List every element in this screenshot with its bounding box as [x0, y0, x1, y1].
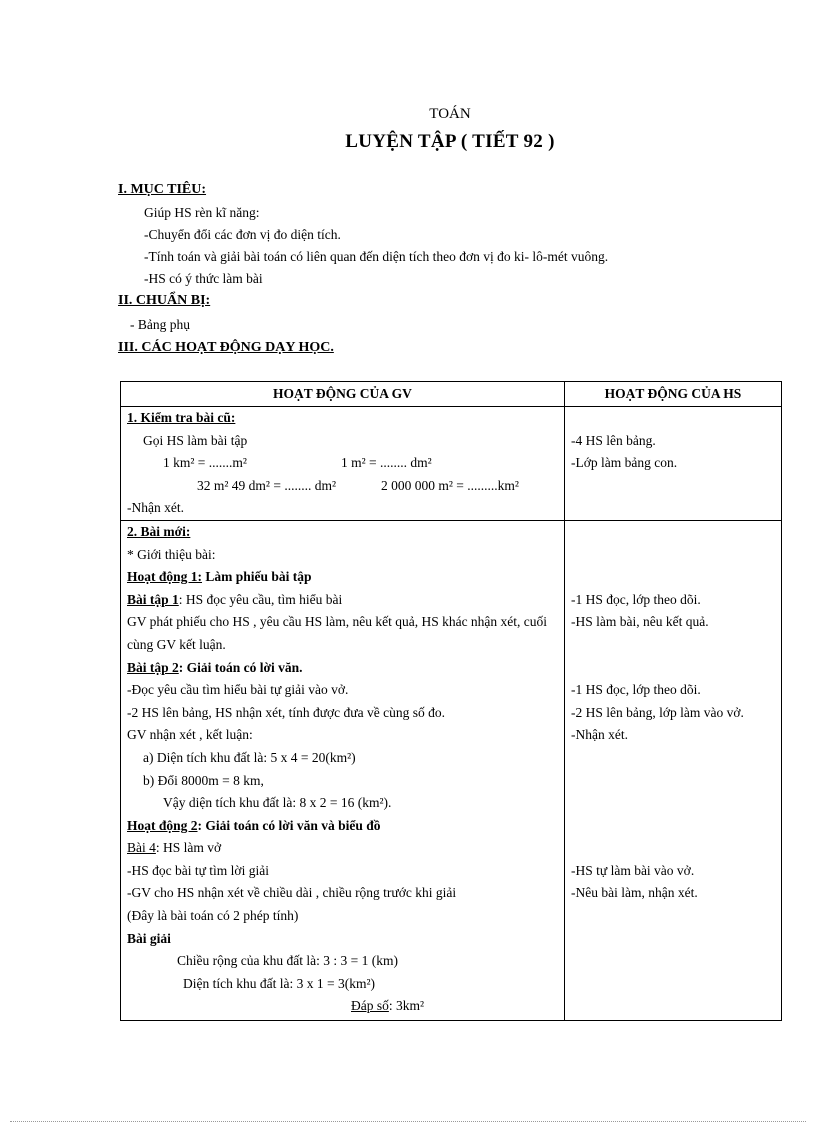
- preparation-heading: II. CHUẨN BỊ:: [118, 293, 211, 308]
- page-bottom-divider: [10, 1121, 806, 1122]
- answer-label: Đáp số: [351, 998, 389, 1014]
- preparation-line: - Bảng phụ: [130, 317, 190, 332]
- exercise1-desc: GV phát phiếu cho HS , yêu cầu HS làm, nêu kết quả, HS khác nhận xét, cuối cùng GV kết luận.: [127, 614, 548, 652]
- student-line: -1 HS đọc, lớp theo dõi.: [571, 682, 701, 698]
- review-line: -Nhận xét.: [127, 500, 184, 516]
- exercise-item: 32 m² 49 dm² = ........ dm²: [197, 477, 337, 493]
- answer-text: : 3km²: [388, 998, 425, 1014]
- activity2-label: Hoạt động 2: [127, 817, 198, 833]
- solution-title: Bài giải: [127, 930, 171, 946]
- exercise4-line: (Đây là bài toán có 2 phép tính): [127, 908, 299, 924]
- review-exercise-row: [127, 475, 558, 498]
- activity2-text: : Giải toán có lời văn và biểu đồ: [197, 817, 381, 833]
- exercise2-line: -Đọc yêu cầu tìm hiểu bài tự giải vào vở.: [127, 682, 349, 698]
- student-cell-review: [565, 407, 782, 521]
- subject-label: TOÁN: [429, 106, 471, 122]
- student-line: -4 HS lên bảng.: [571, 432, 656, 448]
- exercise2-label: Bài tập 2: [127, 659, 179, 675]
- exercise2-answer-b: b) Đổi 8000m = 8 km,: [143, 772, 264, 788]
- exercise4-line: -GV cho HS nhận xét về chiều dài , chiều rộng trước khi giải: [127, 885, 457, 901]
- objective-line: -Tính toán và giải bài toán có liên quan đến diện tích theo đơn vị đo ki- lô-mét vuông.: [144, 249, 609, 264]
- table-header-row: [121, 382, 782, 407]
- review-line: Gọi HS làm bài tập: [143, 432, 248, 448]
- student-cell-lesson: [565, 520, 782, 1020]
- student-line: -Nhận xét.: [571, 727, 628, 743]
- exercise1-label: Bài tập 1: [127, 591, 179, 607]
- activity2-line: [127, 815, 558, 838]
- exercise2-line: -2 HS lên bảng, HS nhận xét, tính được đưa về cùng số đo.: [127, 704, 445, 720]
- review-title: 1. Kiểm tra bài cũ:: [127, 410, 236, 425]
- objective-line: -Chuyển đổi các đơn vị đo diện tích.: [144, 227, 341, 242]
- exercise4-text: : HS làm vở: [155, 840, 222, 856]
- activity1-line: [127, 566, 558, 589]
- exercise1-line: [127, 589, 558, 612]
- solution-line: Chiều rộng của khu đất là: 3 : 3 = 1 (km): [177, 953, 398, 969]
- activities-table: [120, 381, 782, 1021]
- lesson-title: LUYỆN TẬP ( TIẾT 92 ): [345, 131, 555, 152]
- student-line: -Lớp làm bảng con.: [571, 455, 678, 471]
- header-teacher: HOẠT ĐỘNG CỦA GV: [121, 382, 565, 407]
- activity1-label: Hoạt động 1:: [127, 569, 203, 585]
- header-student: HOẠT ĐỘNG CỦA HS: [565, 382, 782, 407]
- exercise-item: 2 000 000 m² = .........km²: [381, 477, 519, 493]
- student-line: -HS làm bài, nêu kết quả.: [571, 614, 709, 630]
- review-exercise-row: [127, 452, 558, 475]
- exercise2-answer-c: Vậy diện tích khu đất là: 8 x 2 = 16 (km²).: [163, 795, 392, 811]
- teacher-cell-review: [121, 407, 565, 521]
- exercise4-label: Bài 4: [127, 840, 156, 856]
- exercise-item: 1 m² = ........ dm²: [341, 455, 432, 471]
- student-line: -2 HS lên bảng, lớp làm vào vở.: [571, 704, 744, 720]
- objective-line: Giúp HS rèn kĩ năng:: [144, 205, 260, 220]
- table-row: [121, 407, 782, 521]
- activity1-text: Làm phiếu bài tập: [202, 569, 312, 585]
- objectives-heading: I. MỤC TIÊU:: [118, 182, 207, 197]
- intro-line: * Giới thiệu bài:: [127, 546, 216, 562]
- exercise4-line: [127, 837, 558, 860]
- exercise2-answer-a: a) Diện tích khu đất là: 5 x 4 = 20(km²): [143, 749, 356, 765]
- student-line: -Nêu bài làm, nhận xét.: [571, 885, 698, 901]
- solution-line: Diện tích khu đất là: 3 x 1 = 3(km²): [183, 975, 375, 991]
- student-line: -HS tự làm bài vào vở.: [571, 862, 695, 878]
- exercise2-line: GV nhận xét , kết luận:: [127, 727, 253, 743]
- exercise-item: 1 km² = .......m²: [163, 455, 247, 471]
- activities-heading: III. CÁC HOẠT ĐỘNG DẠY HỌC.: [118, 340, 334, 355]
- student-line: -1 HS đọc, lớp theo dõi.: [571, 591, 701, 607]
- teacher-cell-lesson: [121, 520, 565, 1020]
- exercise1-text: : HS đọc yêu cầu, tìm hiểu bài: [178, 591, 343, 607]
- solution-answer: [127, 995, 558, 1018]
- objective-line: -HS có ý thức làm bài: [144, 271, 263, 286]
- exercise2-text: : Giải toán có lời văn.: [178, 659, 303, 675]
- table-row: [121, 520, 782, 1020]
- exercise4-line: -HS đọc bài tự tìm lời giải: [127, 862, 269, 878]
- new-lesson-title: 2. Bài mới:: [127, 523, 191, 539]
- exercise2-line: [127, 657, 558, 680]
